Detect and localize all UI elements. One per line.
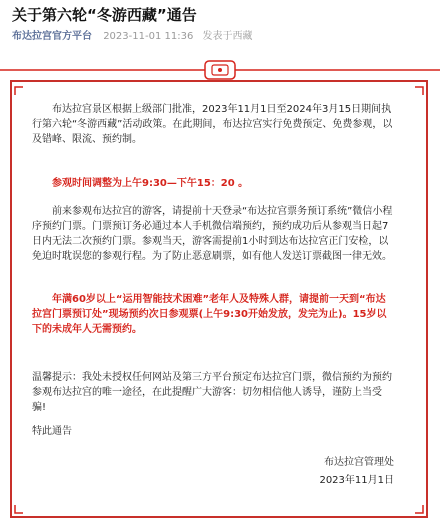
corner-ornament-icon bbox=[14, 504, 24, 514]
divider-ornament-icon bbox=[0, 58, 440, 82]
notice-paragraph-policy: 布达拉宫景区根据上级部门批准，2023年11月1日至2024年3月15日期间执行第六轮“冬游西藏”活动政策。在此期间，布达拉宫实行免费预定、免费参观，以及错峰、限流、预约制。 bbox=[32, 104, 393, 145]
article-meta bbox=[12, 30, 253, 44]
notice-paragraph-hours: 参观时间调整为上午9:30—下午15：20 。 bbox=[52, 178, 249, 189]
ornament-divider bbox=[0, 58, 440, 82]
signer-name: 布达拉宫管理处 bbox=[324, 457, 394, 468]
signature-date: 2023年11月1日 bbox=[319, 475, 394, 486]
signature-block bbox=[319, 454, 394, 490]
account-name-link[interactable]: 布达拉宫官方平台 bbox=[12, 31, 92, 42]
notice-paragraph-booking: 前来参观布达拉宫的游客，请提前十天登录“布达拉宫票务预订系统”微信小程序预约门票。门票预订务必通过本人手机微信端预约，预约成功后从参观当日起7日内无法二次预约门票。参观当天，游客需提前1小时到达布达拉宫正门安检，以免迫时耽误您的参观行程。为了防止恶意刷票，如有他人发送订票截图一律无效。 bbox=[32, 206, 393, 262]
publish-date: 2023-11-01 11:36 bbox=[103, 31, 194, 42]
notice-paragraph-closing: 特此通告 bbox=[32, 426, 72, 437]
article-title: 关于第六轮“冬游西藏”通告 bbox=[12, 6, 197, 24]
publish-location: 发表于西藏 bbox=[202, 31, 253, 42]
corner-ornament-icon bbox=[14, 86, 24, 96]
corner-ornament-icon bbox=[414, 504, 424, 514]
corner-ornament-icon bbox=[414, 86, 424, 96]
notice-paragraph-seniors: 年满60岁以上“运用智能技术困难”老年人及特殊人群，请提前一天到“布达拉宫门票预订处”现场预约次日参观票(上午9:30开始发放，发完为止)。15岁以下的未成年人无需预约。 bbox=[32, 294, 387, 335]
notice-paragraph-warning: 温馨提示：我处未授权任何网站及第三方平台预定布达拉宫门票，微信预约为预约参观布达拉宫的唯一途径，在此提醒广大游客：切勿相信他人诱导，谨防上当受骗! bbox=[32, 372, 392, 413]
